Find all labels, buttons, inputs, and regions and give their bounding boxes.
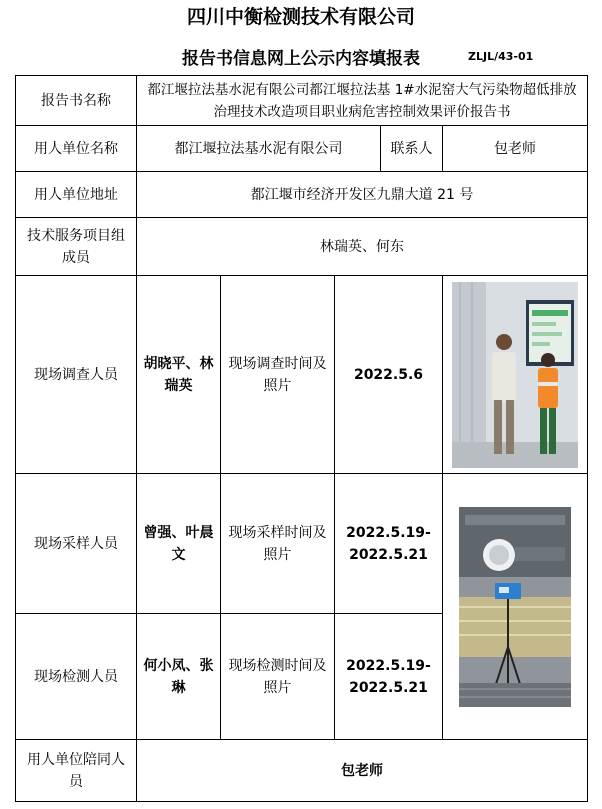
survey-photo: [443, 276, 588, 474]
address-label: 用人单位地址: [16, 172, 137, 218]
testing-label: 现场检测人员: [16, 614, 137, 740]
escort-label: 用人单位陪同人员: [16, 740, 137, 802]
survey-people: 胡晓平、林瑞英: [137, 276, 221, 474]
row-sampling: [16, 474, 588, 614]
survey-time-label: 现场调查时间及照片: [221, 276, 335, 474]
row-escort: [16, 740, 588, 802]
row-survey: [16, 276, 588, 474]
survey-label: 现场调查人员: [16, 276, 137, 474]
employer-value: 都江堰拉法基水泥有限公司: [137, 126, 381, 172]
row-team: [16, 218, 588, 276]
escort-value: 包老师: [137, 740, 588, 802]
employer-label: 用人单位名称: [16, 126, 137, 172]
testing-time-label: 现场检测时间及照片: [221, 614, 335, 740]
contact-value: 包老师: [443, 126, 588, 172]
form-title: 报告书信息网上公示内容填报表: [182, 49, 420, 69]
survey-photo-image: [452, 282, 578, 468]
address-value: 都江堰市经济开发区九鼎大道 21 号: [137, 172, 588, 218]
team-value: 林瑞英、何东: [137, 218, 588, 276]
row-report-name: [16, 76, 588, 126]
form-code: ZLJL/43-01: [468, 50, 534, 63]
sampling-label: 现场采样人员: [16, 474, 137, 614]
team-label: 技术服务项目组成员: [16, 218, 137, 276]
row-employer: [16, 126, 588, 172]
sampling-people: 曾强、叶晨文: [137, 474, 221, 614]
info-table: [15, 75, 588, 802]
report-name-label: 报告书名称: [16, 76, 137, 126]
survey-date: 2022.5.6: [335, 276, 443, 474]
sampling-time-label: 现场采样时间及照片: [221, 474, 335, 614]
company-name: 四川中衡检测技术有限公司: [186, 6, 415, 28]
sampling-date: 2022.5.19-2022.5.21: [335, 474, 443, 614]
row-address: [16, 172, 588, 218]
testing-people: 何小凤、张琳: [137, 614, 221, 740]
contact-label: 联系人: [381, 126, 443, 172]
testing-date: 2022.5.19-2022.5.21: [335, 614, 443, 740]
sampling-photo: [443, 474, 588, 740]
report-name-value: 都江堰拉法基水泥有限公司都江堰拉法基 1#水泥窑大气污染物超低排放治理技术改造项目职业病危害控制效果评价报告书: [137, 76, 588, 126]
sampling-photo-image: [459, 507, 571, 707]
